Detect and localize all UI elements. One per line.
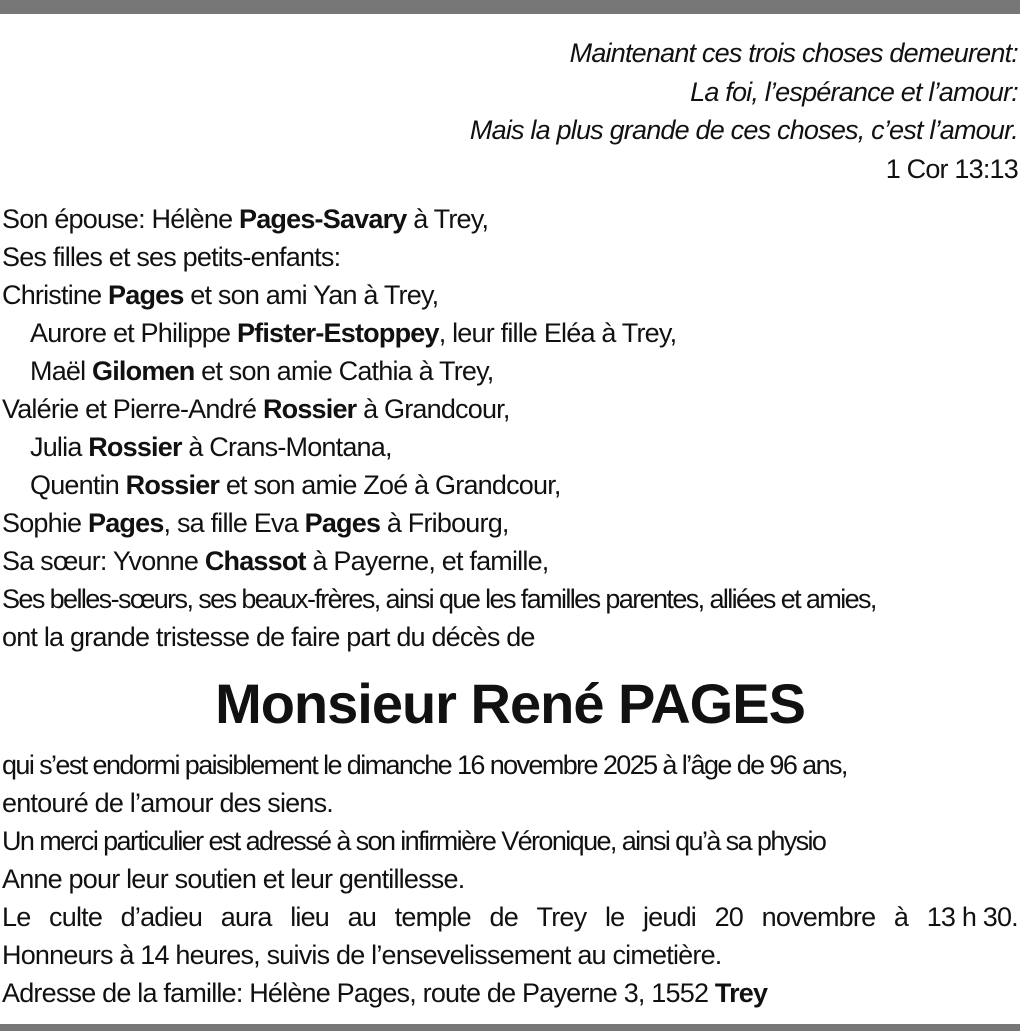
word: Le [2, 902, 31, 932]
surname: Rossier [88, 432, 182, 462]
text: Sophie [2, 508, 88, 538]
text: à Fribourg, [380, 508, 509, 538]
ceremony-line [2, 898, 1018, 936]
detail-line: entouré de l’amour des siens. [2, 788, 334, 818]
surname: Gilomen [92, 356, 195, 386]
text: Valérie et Pierre-André [2, 394, 263, 424]
surname: Rossier [262, 394, 357, 424]
word: temple [394, 902, 471, 932]
word: au [347, 902, 377, 932]
surname: Pages [304, 508, 381, 538]
text: et son amie Zoé à Grandcour, [219, 470, 561, 500]
family-line [2, 352, 1018, 390]
text: Julia [30, 432, 89, 462]
town: Trey [714, 978, 768, 1008]
text: à Payerne, et famille, [305, 546, 549, 576]
text: Adresse de la famille: Hélène Pages, route de Payerne 3, 1552 [2, 978, 715, 1008]
bottom-rule [0, 1024, 1020, 1031]
verse-line: Mais la plus grande de ces choses, c’est l’amour. [469, 115, 1018, 145]
text: , sa fille Eva [163, 508, 305, 538]
obituary-notice [2, 34, 1018, 1012]
word: le [604, 902, 625, 932]
word: d’adieu [120, 902, 203, 932]
text: Maël [30, 356, 93, 386]
word: de [489, 902, 518, 932]
detail-line: qui s’est endormi paisiblement le dimanche 16 novembre 2025 à l’âge de 96 ans, [2, 750, 847, 780]
family-address [2, 974, 1018, 1012]
surname: Chassot [204, 546, 306, 576]
text: et son ami Yan à Trey, [183, 280, 439, 310]
surname: Pages [108, 280, 184, 310]
family-line [2, 390, 1018, 428]
surname: Pages-Savary [239, 204, 407, 234]
text: Sa sœur: Yvonne [2, 546, 205, 576]
word: culte [49, 902, 103, 932]
text: à Trey, [406, 204, 489, 234]
deceased-name: Monsieur René PAGES [215, 672, 805, 735]
word: à [893, 902, 909, 932]
family-line [2, 542, 1018, 580]
text: Son épouse: Hélène [2, 204, 239, 234]
bible-verse [2, 34, 1018, 188]
text: Christine [2, 280, 109, 310]
notice-details [2, 746, 1018, 1012]
family-line [2, 314, 1018, 352]
text: Aurore et Philippe [30, 318, 237, 348]
word: novembre [761, 902, 876, 932]
text: , leur fille Eléa à Trey, [438, 318, 677, 348]
family-list [2, 200, 1018, 656]
word: Trey [536, 902, 587, 932]
text: et son amie Cathia à Trey, [194, 356, 494, 386]
text: à Grandcour, [356, 394, 510, 424]
text: à Crans-Montana, [181, 432, 392, 462]
detail-line: Anne pour leur soutien et leur gentillesse. [2, 864, 465, 894]
word: aura [220, 902, 272, 932]
surname: Pfister-Estoppey [236, 318, 439, 348]
detail-line: Un merci particulier est adressé à son infirmière Véronique, ainsi qu’à sa physio [2, 826, 826, 856]
family-line: ont la grande tristesse de faire part du décès de [2, 622, 535, 652]
text: Quentin [30, 470, 126, 500]
surname: Pages [87, 508, 164, 538]
family-line [2, 200, 1018, 238]
family-line [2, 504, 1018, 542]
family-line: Ses filles et ses petits-enfants: [2, 242, 341, 272]
detail-line: Honneurs à 14 heures, suivis de l’ensevelissement au cimetière. [2, 940, 722, 970]
word: jeudi [642, 902, 696, 932]
verse-line: La foi, l’espérance et l’amour: [690, 76, 1018, 107]
verse-line: Maintenant ces trois choses demeurent: [569, 38, 1018, 68]
family-line [2, 276, 1018, 314]
top-rule [0, 0, 1020, 14]
surname: Rossier [125, 470, 220, 500]
family-line: Ses belles-sœurs, ses beaux-frères, ainsi que les familles parentes, alliées et amies, [2, 584, 876, 614]
word: 13 h 30. [926, 902, 1018, 932]
family-line [2, 428, 1018, 466]
word: lieu [290, 902, 330, 932]
verse-reference: 1 Cor 13:13 [885, 153, 1018, 184]
family-line [2, 466, 1018, 504]
word: 20 [714, 902, 744, 932]
